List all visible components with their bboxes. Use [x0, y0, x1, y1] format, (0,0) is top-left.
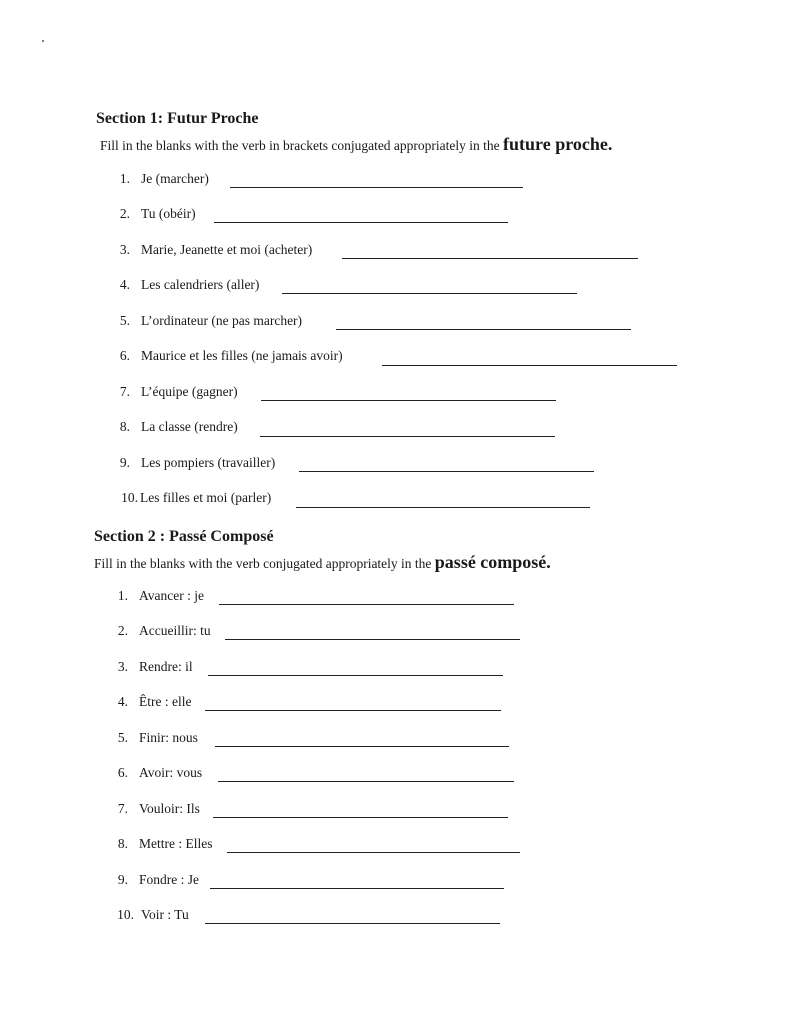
item-prompt: Les filles et moi (parler) — [140, 490, 272, 505]
item-number: 4. — [117, 694, 128, 709]
list-item — [0, 907, 791, 931]
item-prompt: Avancer : je — [139, 588, 204, 603]
item-number: 9. — [117, 872, 128, 887]
list-item — [0, 694, 791, 718]
item-number: 8. — [117, 836, 128, 851]
answer-blank[interactable] — [205, 923, 500, 924]
answer-blank[interactable] — [336, 329, 631, 330]
list-item — [0, 206, 791, 230]
instruction-text: Fill in the blanks with the verb conjugated appropriately in the — [94, 556, 435, 571]
item-number: 8. — [119, 419, 130, 434]
list-item — [0, 801, 791, 825]
list-item — [0, 455, 791, 479]
list-item — [0, 490, 791, 514]
item-number: 7. — [119, 384, 130, 399]
list-item — [0, 348, 791, 372]
list-item — [0, 872, 791, 896]
item-number: 2. — [119, 206, 130, 221]
item-number: 9. — [119, 455, 130, 470]
item-prompt: Vouloir: Ils — [139, 801, 200, 816]
answer-blank[interactable] — [208, 675, 503, 676]
item-prompt: Marie, Jeanette et moi (acheter) — [141, 242, 313, 257]
list-item — [0, 836, 791, 860]
answer-blank[interactable] — [205, 710, 501, 711]
section-2-instructions — [94, 552, 551, 573]
answer-blank[interactable] — [227, 852, 520, 853]
answer-blank[interactable] — [219, 604, 514, 605]
item-prompt: Fondre : Je — [139, 872, 199, 887]
item-number: 6. — [119, 348, 130, 363]
answer-blank[interactable] — [260, 436, 555, 437]
item-number: 1. — [119, 171, 130, 186]
item-prompt: Les calendriers (aller) — [141, 277, 260, 292]
list-item — [0, 623, 791, 647]
answer-blank[interactable] — [261, 400, 556, 401]
list-item — [0, 384, 791, 408]
answer-blank[interactable] — [282, 293, 577, 294]
list-item — [0, 313, 791, 337]
answer-blank[interactable] — [382, 365, 677, 366]
item-number: 5. — [119, 313, 130, 328]
instruction-text: Fill in the blanks with the verb in brackets conjugated appropriately in the — [100, 138, 504, 153]
list-item — [0, 730, 791, 754]
item-prompt: Voir : Tu — [141, 907, 189, 922]
item-prompt: Mettre : Elles — [139, 836, 213, 851]
item-prompt: Tu (obéir) — [141, 206, 196, 221]
item-number: 2. — [117, 623, 128, 638]
list-item — [0, 588, 791, 612]
item-prompt: L’ordinateur (ne pas marcher) — [141, 313, 303, 328]
item-prompt: L’équipe (gagner) — [141, 384, 238, 399]
answer-blank[interactable] — [225, 639, 520, 640]
section-1-instructions — [100, 134, 612, 155]
item-number: 5. — [117, 730, 128, 745]
list-item — [0, 171, 791, 195]
list-item — [0, 277, 791, 301]
item-number: 4. — [119, 277, 130, 292]
item-prompt: La classe (rendre) — [141, 419, 238, 434]
item-number: 3. — [119, 242, 130, 257]
item-prompt: Je (marcher) — [141, 171, 209, 186]
item-prompt: Accueillir: tu — [139, 623, 211, 638]
answer-blank[interactable] — [214, 222, 508, 223]
answer-blank[interactable] — [218, 781, 514, 782]
item-prompt: Maurice et les filles (ne jamais avoir) — [141, 348, 343, 363]
item-prompt: Rendre: il — [139, 659, 193, 674]
answer-blank[interactable] — [296, 507, 590, 508]
item-prompt: Avoir: vous — [139, 765, 203, 780]
item-number: 6. — [117, 765, 128, 780]
item-number: 10. — [117, 907, 134, 922]
answer-blank[interactable] — [299, 471, 594, 472]
item-prompt: Les pompiers (travailler) — [141, 455, 276, 470]
item-number: 1. — [117, 588, 128, 603]
item-number: 3. — [117, 659, 128, 674]
instruction-emphasis: future proche. — [503, 134, 613, 154]
answer-blank[interactable] — [213, 817, 508, 818]
list-item — [0, 765, 791, 789]
item-prompt: Être : elle — [139, 694, 192, 709]
scan-speck — [42, 40, 44, 42]
list-item — [0, 659, 791, 683]
answer-blank[interactable] — [215, 746, 509, 747]
list-item — [0, 419, 791, 443]
answer-blank[interactable] — [342, 258, 638, 259]
instruction-emphasis: passé composé. — [434, 552, 551, 572]
item-number: 7. — [117, 801, 128, 816]
section-1-heading: Section 1: Futur Proche — [96, 110, 259, 127]
answer-blank[interactable] — [210, 888, 504, 889]
answer-blank[interactable] — [230, 187, 523, 188]
list-item — [0, 242, 791, 266]
item-number: 10. — [121, 490, 138, 505]
section-2-heading: Section 2 : Passé Composé — [94, 528, 274, 545]
item-prompt: Finir: nous — [139, 730, 198, 745]
